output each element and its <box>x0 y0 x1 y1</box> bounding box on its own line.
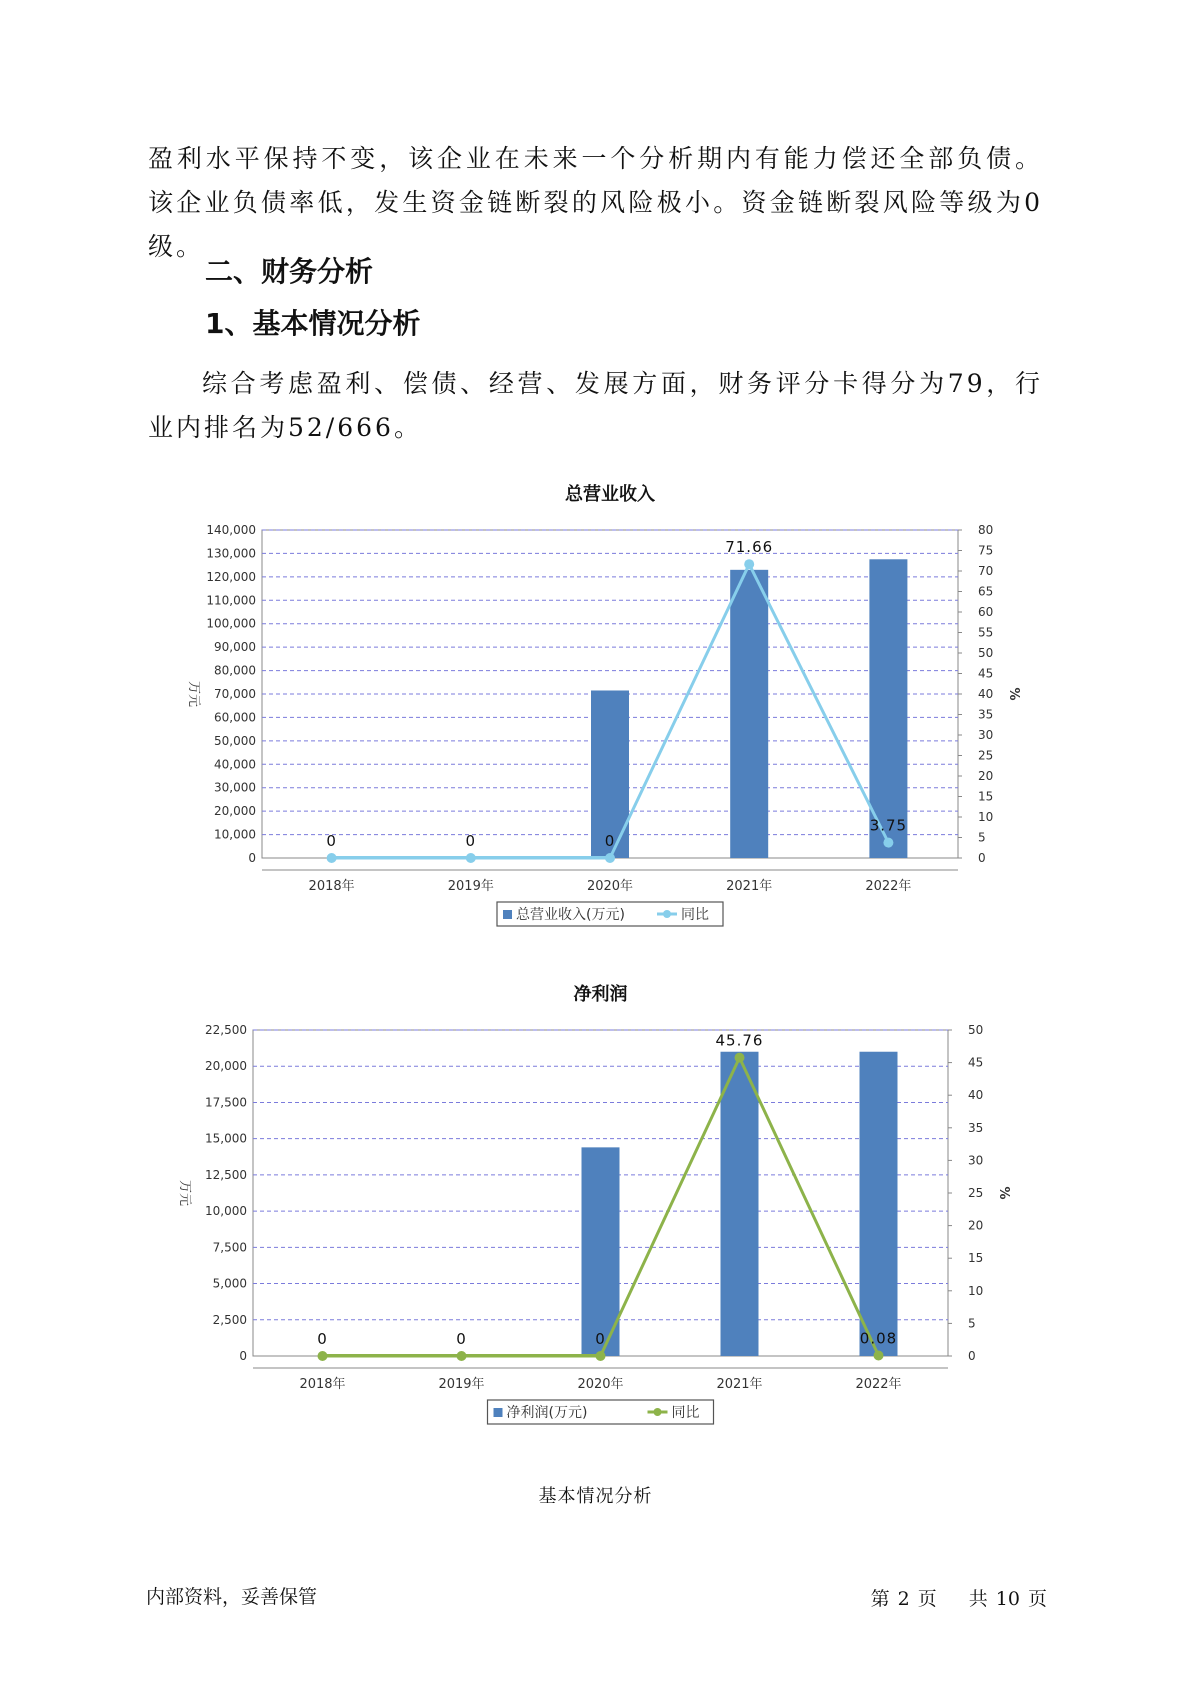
y-tick-label: 90,000 <box>214 640 256 655</box>
y2-tick-label: 60 <box>978 605 994 619</box>
y2-tick-label: 45 <box>968 1055 984 1070</box>
x-tick-label: 2020年 <box>586 879 634 894</box>
y-tick-label: 10,000 <box>205 1204 247 1219</box>
y2-tick-label: 40 <box>978 687 994 701</box>
legend-line-marker <box>654 1408 662 1416</box>
x-tick-label: 2018年 <box>308 879 355 894</box>
net-profit-chart <box>0 976 1191 1436</box>
y2-tick-label: 55 <box>978 625 994 640</box>
y-tick-label: 140,000 <box>206 523 256 537</box>
y2-tick-label: 35 <box>968 1120 984 1135</box>
y-tick-label: 120,000 <box>206 569 256 584</box>
y-axis-label: 万元 <box>186 680 201 708</box>
yoy-point <box>883 838 893 848</box>
y2-tick-label: 65 <box>978 584 994 599</box>
legend-bar-label: 总营业收入(万元) <box>516 907 625 923</box>
legend-bar-label: 净利润(万元) <box>506 1405 588 1421</box>
y-tick-label: 0 <box>248 851 256 865</box>
bar <box>730 570 768 858</box>
y-tick-label: 40,000 <box>214 757 256 772</box>
yoy-data-label: 0 <box>456 1330 467 1348</box>
y2-tick-label: 45 <box>978 666 994 681</box>
yoy-point <box>457 1351 467 1361</box>
y2-tick-label: 0 <box>978 851 986 865</box>
y2-tick-label: 40 <box>968 1088 984 1103</box>
section-heading: 二、财务分析 <box>205 255 374 288</box>
x-tick-label: 2018年 <box>299 1377 346 1392</box>
y-tick-label: 5,000 <box>212 1276 247 1291</box>
total-unit: 页 <box>1027 1588 1047 1610</box>
x-tick-label: 2021年 <box>716 1377 763 1392</box>
yoy-point <box>596 1351 606 1361</box>
y2-tick-label: 30 <box>978 728 994 742</box>
total-pages: 10 <box>995 1588 1020 1610</box>
y-tick-label: 7,500 <box>212 1240 247 1255</box>
yoy-data-label: 0 <box>604 832 616 850</box>
y-tick-label: 2,500 <box>212 1312 247 1327</box>
y2-tick-label: 20 <box>968 1218 984 1233</box>
page-number: 2 <box>897 1588 910 1610</box>
yoy-data-label: 0 <box>317 1330 328 1348</box>
yoy-data-label: 0 <box>326 832 337 850</box>
net-profit-chart-svg <box>0 976 1191 1436</box>
yoy-point <box>735 1053 745 1063</box>
yoy-point <box>318 1351 328 1361</box>
yoy-data-label: 0 <box>465 832 477 850</box>
yoy-point <box>874 1350 884 1360</box>
total-prefix: 共 <box>968 1588 988 1610</box>
y-tick-label: 17,500 <box>205 1095 247 1110</box>
y-tick-label: 20,000 <box>214 804 256 819</box>
y-tick-label: 130,000 <box>206 546 256 561</box>
y2-axis-label: % <box>1006 687 1021 701</box>
y-axis-label: 万元 <box>177 1179 192 1207</box>
y-tick-label: 15,000 <box>205 1131 247 1146</box>
revenue-chart <box>0 476 1191 936</box>
legend-line-marker <box>663 910 671 918</box>
y2-tick-label: 20 <box>978 769 994 783</box>
x-tick-label: 2019年 <box>438 1377 485 1392</box>
yoy-data-label: 3.75 <box>869 816 908 835</box>
yoy-point <box>466 853 476 863</box>
y-tick-label: 30,000 <box>214 780 256 795</box>
y2-tick-label: 15 <box>968 1251 984 1266</box>
x-tick-label: 2022年 <box>855 1377 902 1392</box>
y2-tick-label: 80 <box>978 523 994 537</box>
legend-line-label: 同比 <box>671 1405 700 1421</box>
y2-tick-label: 5 <box>978 830 986 845</box>
x-tick-label: 2021年 <box>726 879 773 894</box>
y2-axis-label: % <box>996 1186 1011 1200</box>
y2-tick-label: 25 <box>978 748 994 763</box>
footer-page-info <box>867 1584 1051 1611</box>
y-tick-label: 50,000 <box>214 733 256 748</box>
yoy-point <box>744 559 754 569</box>
y-tick-label: 60,000 <box>214 710 256 725</box>
y2-tick-label: 10 <box>978 810 994 824</box>
y-tick-label: 12,500 <box>205 1167 247 1182</box>
y-tick-label: 22,500 <box>205 1023 247 1037</box>
y2-tick-label: 75 <box>978 543 994 558</box>
body-paragraph-2: 综合考虑盈利、偿债、经营、发展方面，财务评分卡得分为79，行业内排名为52/666。 <box>148 369 1043 442</box>
y2-tick-label: 50 <box>978 646 994 660</box>
x-tick-label: 2020年 <box>577 1377 624 1392</box>
legend-line-label: 同比 <box>681 907 709 923</box>
chart-title: 净利润 <box>573 984 628 1005</box>
y-tick-label: 110,000 <box>206 593 256 608</box>
footer-confidential-note: 内部资料，妥善保管 <box>146 1586 318 1608</box>
legend-bar-swatch <box>503 910 512 919</box>
yoy-data-label: 71.66 <box>725 538 774 557</box>
chart-title: 总营业收入 <box>565 484 655 505</box>
y-tick-label: 20,000 <box>205 1059 247 1074</box>
yoy-data-label: 0.08 <box>859 1329 898 1348</box>
y2-tick-label: 25 <box>968 1186 984 1200</box>
revenue-chart-svg <box>0 476 1191 936</box>
bar <box>721 1052 759 1356</box>
y-tick-label: 100,000 <box>206 616 256 631</box>
y2-tick-label: 10 <box>968 1283 984 1298</box>
y2-tick-label: 50 <box>968 1023 984 1037</box>
body-paragraph-1: 盈利水平保持不变，该企业在未来一个分析期内有能力偿还全部负债。该企业负债率低，发生资金链断裂的风险极小。资金链断裂风险等级为0级。 <box>148 144 1043 261</box>
y-tick-label: 10,000 <box>214 827 256 842</box>
y-tick-label: 70,000 <box>214 687 256 701</box>
y2-tick-label: 0 <box>968 1349 976 1363</box>
page-unit: 页 <box>917 1588 937 1610</box>
y2-tick-label: 15 <box>978 789 994 804</box>
bar <box>860 1052 898 1356</box>
subsection-heading: 1、基本情况分析 <box>205 307 421 340</box>
x-tick-label: 2019年 <box>447 879 494 894</box>
y2-tick-label: 35 <box>978 707 994 722</box>
x-tick-label: 2022年 <box>865 879 912 894</box>
yoy-data-label: 0 <box>595 1330 606 1348</box>
y2-tick-label: 70 <box>978 564 994 578</box>
yoy-point <box>327 853 337 863</box>
y-tick-label: 0 <box>239 1349 247 1363</box>
yoy-point <box>605 853 615 863</box>
page-prefix: 第 <box>870 1588 890 1610</box>
yoy-data-label: 45.76 <box>715 1031 764 1050</box>
figure-caption: 基本情况分析 <box>538 1486 653 1507</box>
y2-tick-label: 30 <box>968 1153 984 1168</box>
y2-tick-label: 5 <box>968 1316 976 1331</box>
legend-bar-swatch <box>494 1408 503 1417</box>
y-tick-label: 80,000 <box>214 663 256 678</box>
